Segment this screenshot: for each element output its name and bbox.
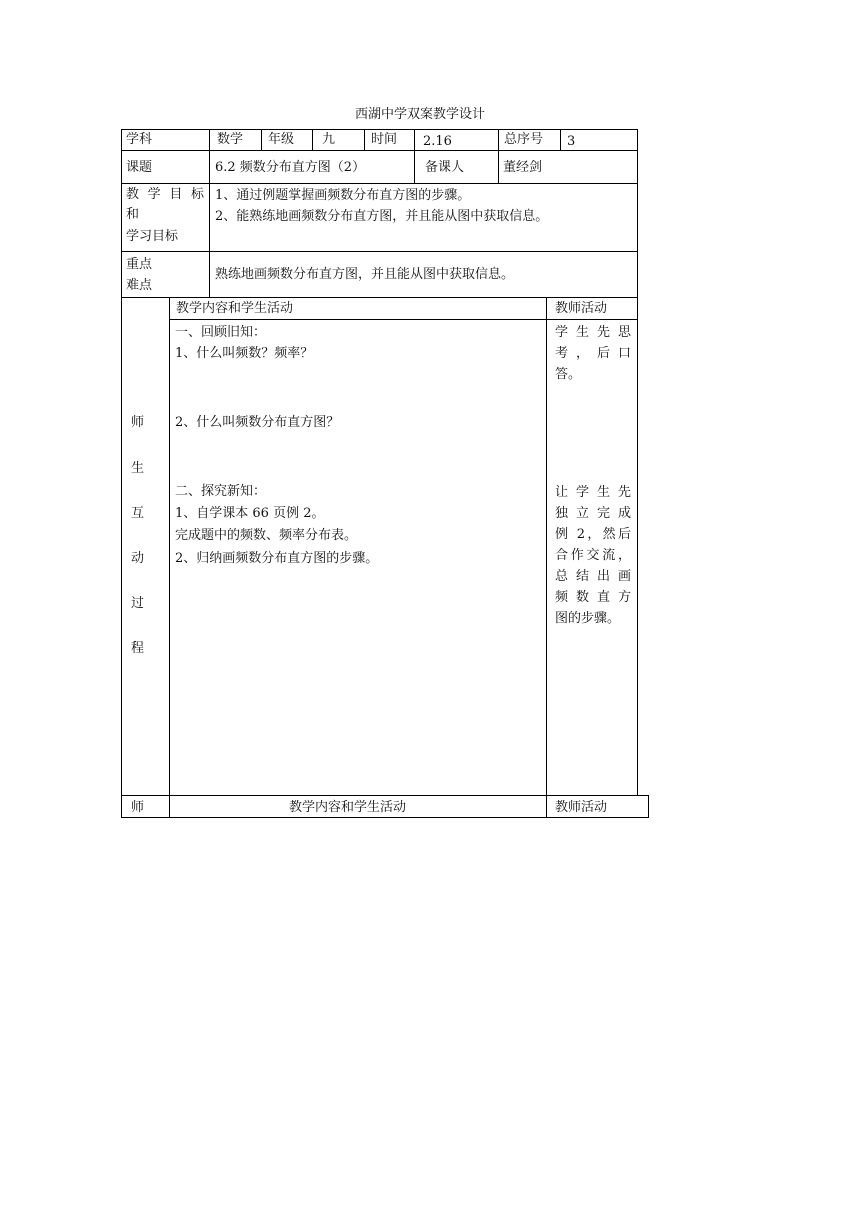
document-title: 西湖中学双案教学设计 [355, 107, 486, 122]
side-label-5: 过 [131, 596, 145, 611]
next-teacher-header: 教师活动 [555, 800, 608, 815]
teacher-header: 教师活动 [555, 301, 608, 316]
explore-item-2: 2、归纳画频数分布直方图的步骤。 [175, 551, 379, 566]
explore-item-1: 1、自学课本 66 页例 2。 [175, 506, 325, 521]
explore-item-1b: 完成题中的频数、频率分布表。 [175, 528, 358, 543]
question-1: 1、什么叫频数？频率？ [175, 346, 314, 361]
time-label: 时间 [371, 132, 398, 147]
serial-value: 3 [567, 134, 576, 149]
preparer-label: 备课人 [425, 160, 465, 175]
explore-heading: 二、探究新知： [175, 484, 267, 499]
teacher-note-2-line: 让学生先 [555, 485, 631, 500]
side-label-3: 互 [131, 506, 145, 521]
topic-label: 课题 [126, 160, 153, 175]
objective-item-1: 1、通过例题掌握画频数分布直方图的步骤。 [215, 188, 471, 203]
teacher-note-2-line: 例 2，然后 [555, 527, 631, 542]
key-points-text: 熟练地画频数分布直方图，并且能从图中获取信息。 [215, 267, 515, 282]
teacher-note-2 [555, 482, 631, 629]
topic-value: 6.2 频数分布直方图（2） [215, 160, 366, 175]
time-value: 2.16 [423, 134, 452, 149]
preparer-value: 董经剑 [503, 160, 543, 175]
teacher-note-1-line: 学生先思 [555, 325, 631, 340]
review-heading: 一、回顾旧知： [175, 325, 267, 340]
teacher-note-2-line: 独立完成 [555, 506, 631, 521]
next-side-label: 师 [131, 800, 145, 815]
objectives-label-line3: 学习目标 [126, 229, 179, 244]
side-label-1: 师 [131, 415, 145, 430]
side-label-6: 程 [131, 641, 145, 656]
subject-value: 数学 [217, 132, 244, 147]
subject-label: 学科 [126, 132, 153, 147]
question-2: 2、什么叫频数分布直方图？ [175, 415, 340, 430]
key-points-label-line2: 难点 [126, 278, 153, 293]
teacher-note-1 [555, 322, 631, 385]
grade-value: 九 [322, 132, 336, 147]
teacher-note-1-line: 考，后口 [555, 346, 631, 361]
serial-label: 总序号 [504, 132, 544, 147]
objectives-label-line1: 教学目标 [126, 187, 204, 202]
objectives-label-line2: 和 [126, 207, 140, 222]
teacher-note-2-line: 频数直方 [555, 590, 631, 605]
side-label-4: 动 [131, 551, 145, 566]
grade-label: 年级 [268, 132, 295, 147]
content-header: 教学内容和学生活动 [176, 301, 294, 316]
next-content-header: 教学内容和学生活动 [289, 800, 407, 815]
objectives-label [126, 186, 204, 248]
teacher-note-2-line: 总结出画 [555, 569, 631, 584]
teacher-note-2-line: 图的步骤。 [555, 611, 621, 626]
side-label-2: 生 [131, 461, 145, 476]
objective-item-2: 2、能熟练地画频数分布直方图，并且能从图中获取信息。 [215, 209, 549, 224]
key-points-label-line1: 重点 [126, 257, 153, 272]
teacher-note-2-line: 合作交流， [555, 548, 631, 563]
teacher-note-1-line: 答。 [555, 367, 582, 382]
